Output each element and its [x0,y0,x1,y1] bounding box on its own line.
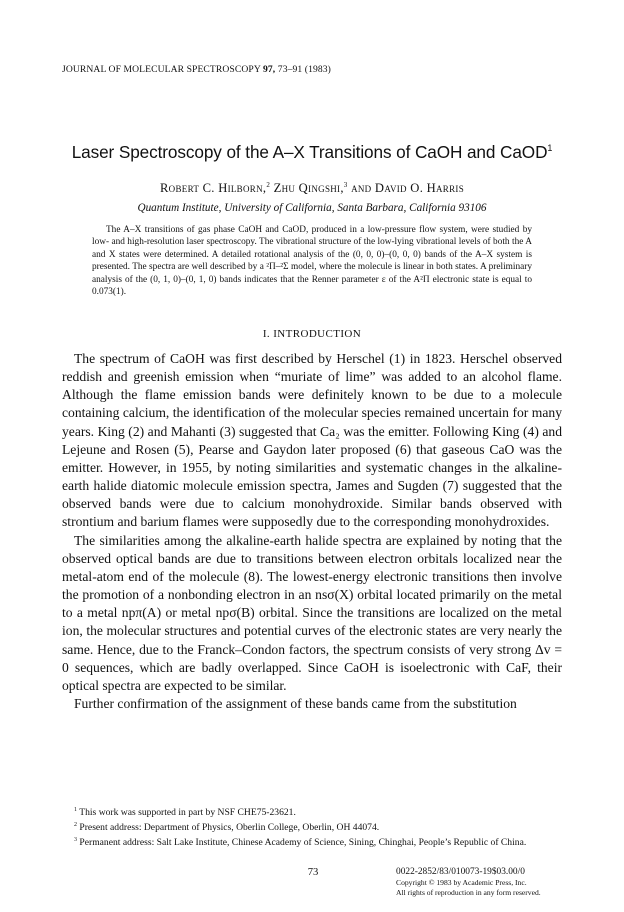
author-2: Zhu Qingshi, [273,181,344,195]
journal-header [62,64,562,75]
section-heading: I. INTRODUCTION [262,328,362,340]
rights-line: All rights of reproduction in any form reserved. [396,888,541,897]
footnotes [62,804,562,850]
copyright-code: 0022-2852/83/010073-19$03.00/0 [396,867,525,877]
copyright-block [396,866,576,898]
affiliation: Quantum Institute, University of California, Santa Barbara, California 93106 [137,202,487,214]
abstract: The A–X transitions of gas phase CaOH and CaOD, produced in a low-pressure flow system, were studied by low- and high-resolution laser spectroscopy. The vibrational structure of the low-lying vibrational levels of both the A and X states were determined. A detailed rotational analysis of the (0, 0, 0)–(0, 0, 0) bands of the A–X system is presented. The spectra are well described by a ²Π–²Σ model, where the molecule is linear in both states. A preliminary analysis of the (0, 1, 0)–(0, 1, 0) bands indicates that the Renner parameter ε of the A²Π electronic state is equal to 0.073(1). [92,225,532,298]
footnote-mark: 3 [74,837,77,844]
journal-name: JOURNAL OF MOLECULAR SPECTROSCOPY [62,64,261,75]
copyright-line: Copyright © 1983 by Academic Press, Inc. [396,878,527,887]
paragraph: Further confirmation of the assignment of these bands came from the substitution [74,695,517,711]
footnote [62,834,562,849]
footnote-mark: 1 [74,807,77,813]
journal-pages: 73–91 (1983) [277,64,331,75]
author-1-mark: 2 [266,181,271,189]
article-title-text: Laser Spectroscopy of the A–X Transitions of CaOH and CaOD [71,142,548,162]
paragraph: The spectrum of CaOH was first described by Herschel (1) in 1823. Herschel observed reddish and greenish emission when “muriate of lime” was added to an alcohol flame. Although the flame emission bands were definitely known to be due to a molecule containing calcium, the identification of the molecular species remained uncertain for many years. King (2) and Mahanti (3) suggested that Ca₂ was the emitter. Following King (4) and Lejeune and Rosen (5), Pearse and Gaydon later proposed (6) that gaseous CaO was the emitter. However, in 1955, by noting similarities and systematic changes in the alkaline-earth halide diatomic molecule emission spectra, James and Sugden (7) suggested that the observed bands were due to calcium monohydroxide. Similar bands observed with strontium and barium flames were supposedly due to the corresponding monohydroxides. [62,351,562,530]
author-conjunction: and [351,181,372,195]
author-1: Robert C. Hilborn, [159,181,267,195]
footnote-text: This work was supported in part by NSF CHE75-23621. [79,807,296,818]
footnote-text: Permanent address: Salt Lake Institute, Chinese Academy of Science, Sining, Chinghai, People’s Republic of China. [79,837,527,849]
author-list [64,181,560,196]
author-2-mark: 3 [343,181,348,189]
title-footnote-mark: 1 [547,143,553,153]
footnote-text: Present address: Department of Physics, Oberlin College, Oberlin, OH 44074. [79,822,380,834]
body-text [62,350,562,713]
footnote-mark: 2 [74,822,77,829]
journal-volume: 97, [263,64,276,75]
article-title [64,142,560,163]
footnote [62,804,562,819]
paragraph: The similarities among the alkaline-earth halide spectra are explained by noting that the observed optical bands are due to transitions between electron orbitals localized near the metal-atom end of the molecule (8). The lowest-energy electronic transitions then involve the promotion of a nonbonding electron in an nsσ(X) orbital located primarily on the metal to a metal npπ(A) or metal npσ(B) orbital. Since the transitions are localized on the metal ion, the molecular structures and potential curves of the electronic states are very nearly the same. Hence, due to the Franck–Condon factors, the spectrum consists of very strong Δv = 0 sequences, which are badly overlapped. Since CaOH is isoelectronic with CaF, their optical spectra are expected to be similar. [62,532,562,693]
author-3: David O. Harris [374,181,464,195]
page-number: 73 [307,867,319,878]
footnote [62,819,562,834]
